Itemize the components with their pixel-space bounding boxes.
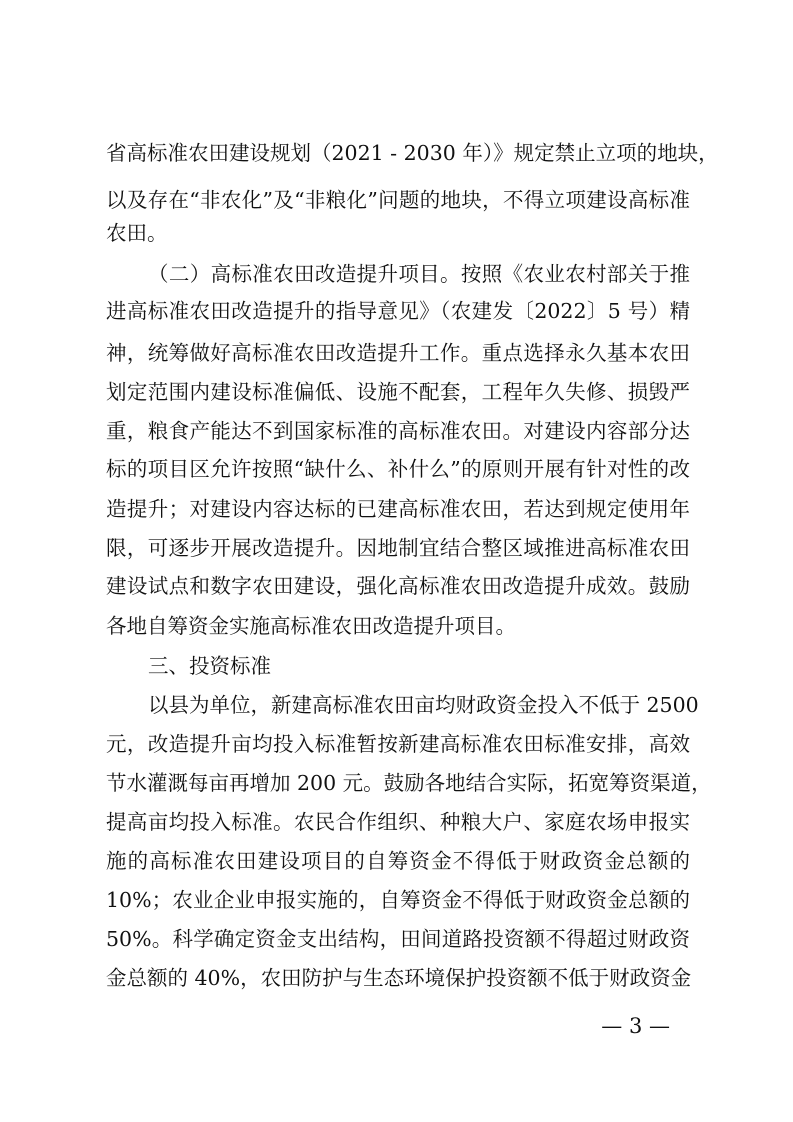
text-line: 建设试点和数字农田建设，强化高标准农田改造提升成效。鼓励: [106, 574, 690, 598]
text-line: 省高标准农田建设规划（2021 - 2030 年）》规定禁止立项的地块，: [106, 141, 719, 165]
text-line: 元，改造提升亩均投入标准暂按新建高标准农田标准安排，高效: [106, 732, 690, 756]
text-line: 施的高标准农田建设项目的自筹资金不得低于财政资金总额的: [106, 849, 690, 873]
page-number: — 3 —: [601, 1014, 670, 1038]
text-line: 金总额的 40%，农田防护与生态环境保护投资额不低于财政资金: [106, 966, 692, 990]
text-line: 农田。: [106, 221, 168, 245]
text-line: 神，统筹做好高标准农田改造提升工作。重点选择永久基本农田: [106, 341, 690, 365]
text-line: 10%；农业企业申报实施的，自筹资金不得低于财政资金总额的: [106, 888, 690, 912]
text-line: 50%。科学确定资金支出结构，田间道路投资额不得超过财政资: [106, 927, 690, 951]
section-heading-3: 三、投资标准: [148, 654, 271, 678]
text-line: 节水灌溉每亩再增加 200 元。鼓励各地结合实际，拓宽筹资渠道，: [106, 771, 712, 795]
text-line: 限，可逐步开展改造提升。因地制宜结合整区域推进高标准农田: [106, 536, 690, 560]
text-line: 标的项目区允许按照“缺什么、补什么”的原则开展有针对性的改: [106, 457, 690, 481]
section-heading-2: （二）高标准农田改造提升项目。按照《农业农村部关于推: [148, 262, 690, 286]
text-line: 划定范围内建设标准偏低、设施不配套，工程年久失修、损毁严: [106, 380, 690, 404]
text-line: 以县为单位，新建高标准农田亩均财政资金投入不低于 2500: [148, 693, 699, 717]
text-line: 重，粮食产能达不到国家标准的高标准农田。对建设内容部分达: [106, 419, 690, 443]
text-line: 进高标准农田改造提升的指导意见》（农建发〔2022〕5 号）精: [106, 299, 690, 323]
text-line: 以及存在“非农化”及“非粮化”问题的地块，不得立项建设高标准: [106, 188, 690, 212]
text-line: 提高亩均投入标准。农民合作组织、种粮大户、家庭农场申报实: [106, 810, 690, 834]
text-line: 造提升；对建设内容达标的已建高标准农田，若达到规定使用年: [106, 497, 690, 521]
text-line: 各地自筹资金实施高标准农田改造提升项目。: [106, 614, 516, 638]
